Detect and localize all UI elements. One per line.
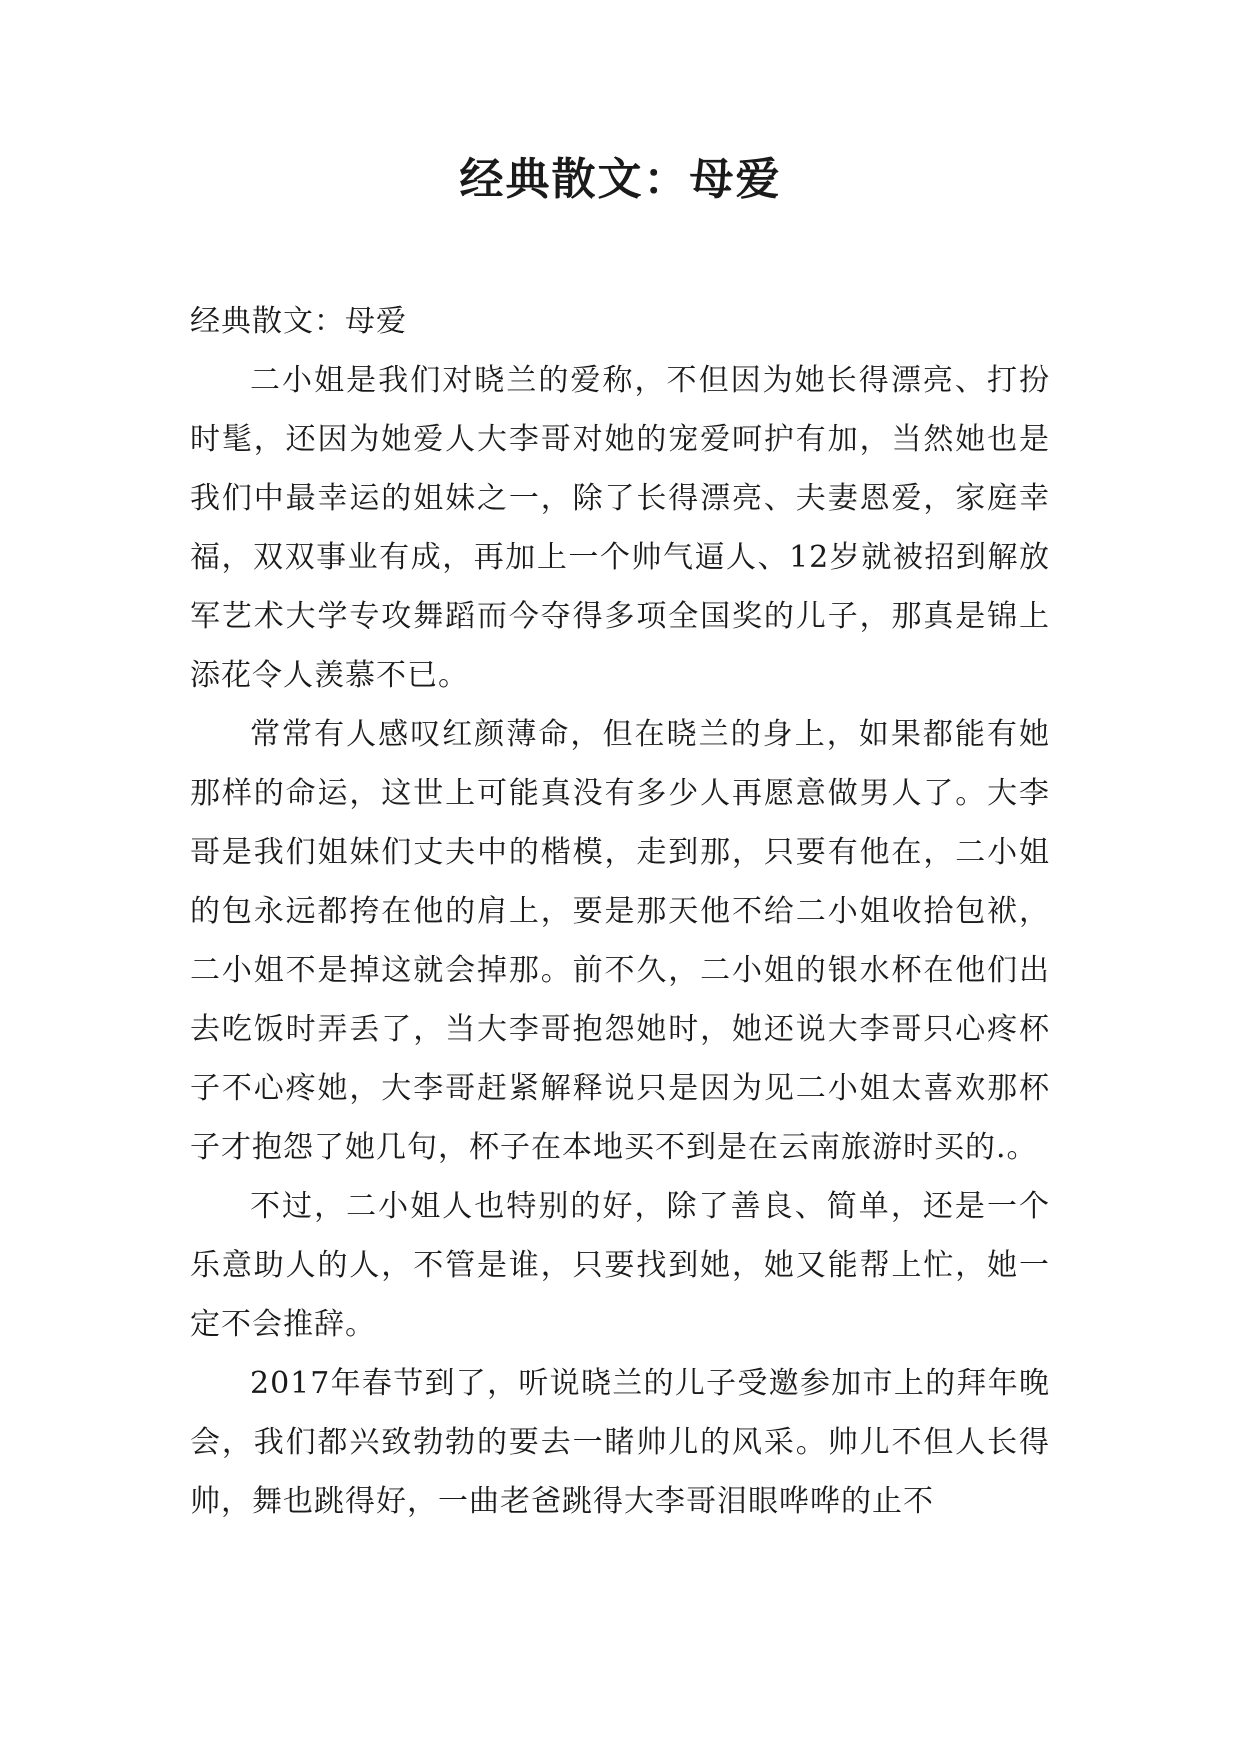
paragraph-3: 不过，二小姐人也特别的好，除了善良、简单，还是一个乐意助人的人，不管是谁，只要找到她，她又能帮上忙，她一定不会推辞。 bbox=[190, 1189, 1050, 1342]
document-subtitle: 经典散文：母爱 bbox=[190, 304, 407, 339]
paragraph-1: 二小姐是我们对晓兰的爱称，不但因为她长得漂亮、打扮时髦，还因为她爱人大李哥对她的宠爱呵护有加，当然她也是我们中最幸运的姐妹之一，除了长得漂亮、夫妻恩爱，家庭幸福，双双事业有成，再加上一个帅气逼人、12岁就被招到解放军艺术大学专攻舞蹈而今夺得多项全国奖的儿子，那真是锦上添花令人羡慕不已。 bbox=[190, 363, 1050, 693]
paragraph-4: 2017年春节到了，听说晓兰的儿子受邀参加市上的拜年晚会，我们都兴致勃勃的要去一睹帅儿的风采。帅儿不但人长得帅，舞也跳得好，一曲老爸跳得大李哥泪眼哗哗的止不 bbox=[190, 1366, 1050, 1519]
paragraph-2: 常常有人感叹红颜薄命，但在晓兰的身上，如果都能有她那样的命运，这世上可能真没有多少人再愿意做男人了。大李哥是我们姐妹们丈夫中的楷模，走到那，只要有他在，二小姐的包永远都挎在他的肩上，要是那天他不给二小姐收拾包袱，二小姐不是掉这就会掉那。前不久，二小姐的银水杯在他们出去吃饭时弄丢了，当大李哥抱怨她时，她还说大李哥只心疼杯子不心疼她，大李哥赶紧解释说只是因为见二小姐太喜欢那杯子才抱怨了她几句，杯子在本地买不到是在云南旅游时买的.。 bbox=[190, 717, 1050, 1165]
document-title: 经典散文：母爱 bbox=[459, 154, 782, 205]
document-body bbox=[190, 292, 1050, 1531]
